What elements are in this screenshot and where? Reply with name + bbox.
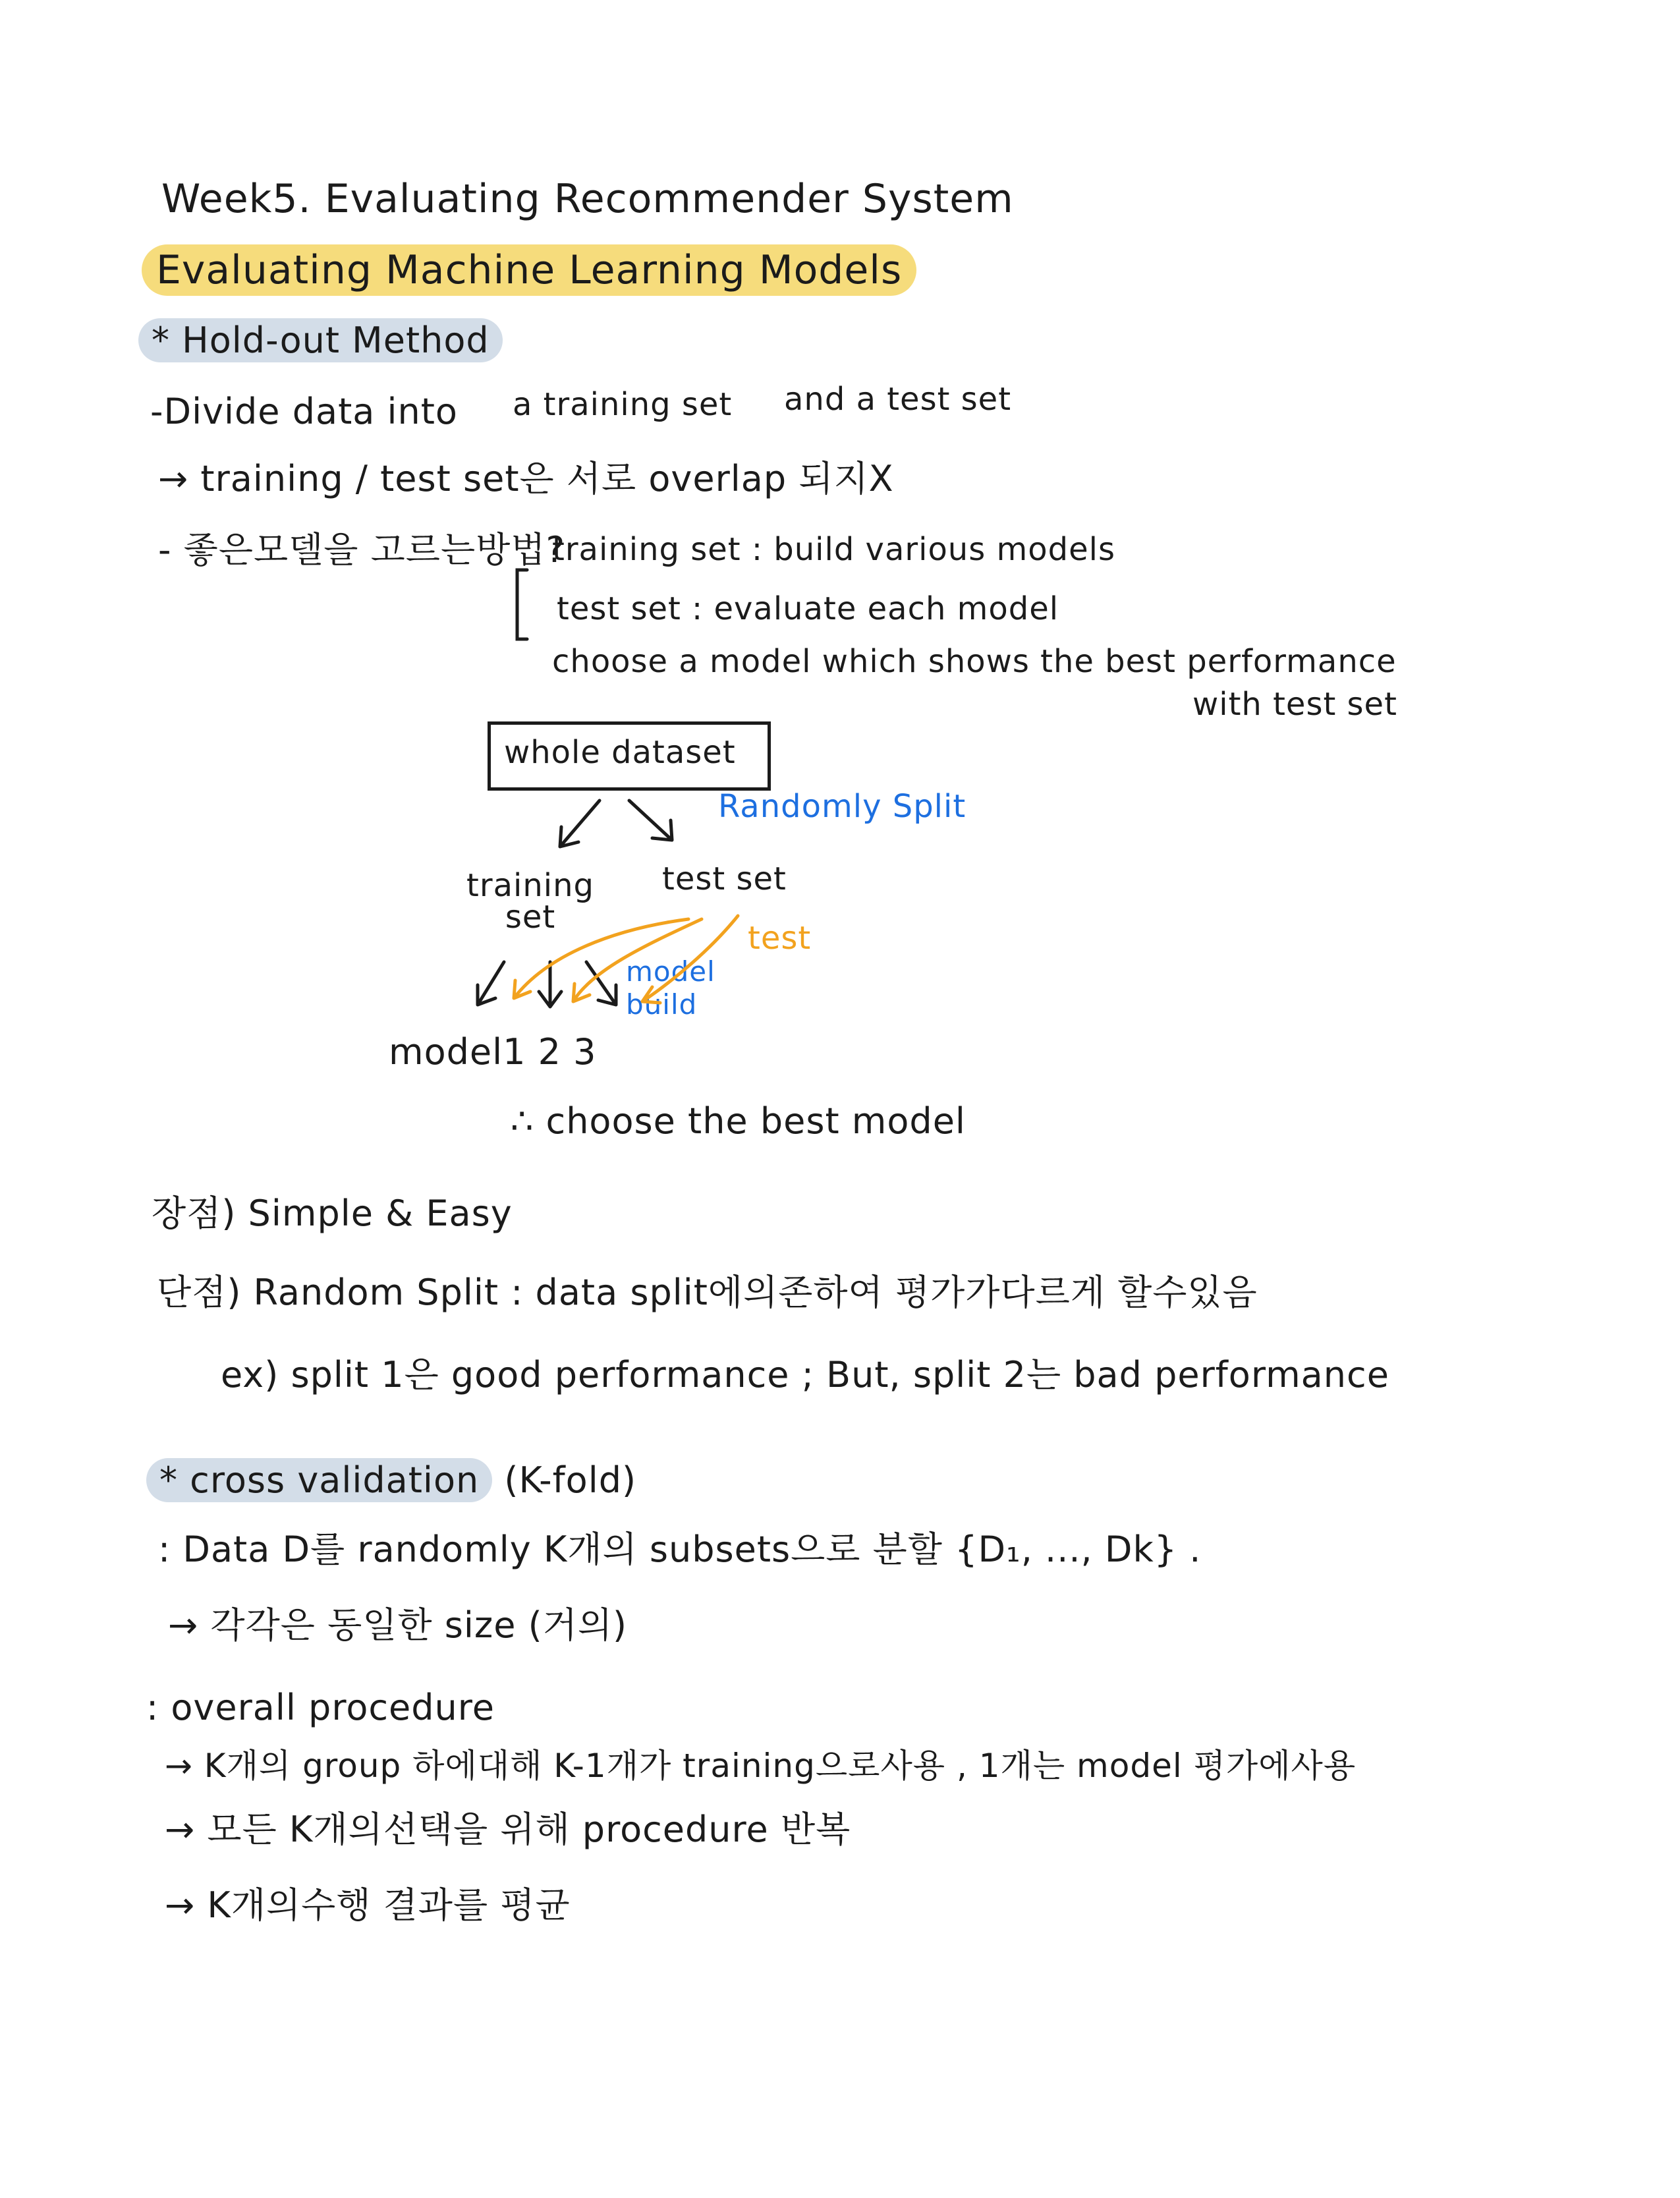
step-1: training set : build various models	[552, 531, 1115, 568]
pros-line: 장점) Simple & Easy	[152, 1193, 513, 1234]
cv-line-5: → 모든 K개의선택을 위해 procedure 반복	[165, 1809, 851, 1850]
test-annotation: test	[748, 920, 812, 957]
holdout-heading-text: * Hold-out Method	[138, 318, 503, 362]
cv-line-6: → K개의수행 결과를 평균	[165, 1884, 571, 1926]
models-label: model1 2 3	[389, 1031, 597, 1073]
cv-line-3: : overall procedure	[146, 1687, 495, 1728]
holdout-line-3: - 좋은모델을 고르는방법?	[158, 529, 566, 571]
whole-dataset-label: whole dataset	[504, 734, 736, 771]
cv-heading	[146, 1459, 637, 1501]
page-title: Week5. Evaluating Recommender System	[161, 176, 1014, 222]
conclusion: ∴ choose the best model	[511, 1100, 966, 1142]
training-set-label: training set	[466, 867, 594, 936]
test-arrows	[514, 916, 738, 1003]
model-build-annotation: model build	[626, 955, 715, 1021]
example-line: ex) split 1은 good performance ; But, split 2는 bad performance	[221, 1354, 1389, 1395]
section-title-text: Evaluating Machine Learning Models	[142, 244, 916, 296]
step-3: choose a model which shows the best performance	[552, 643, 1397, 680]
test-set-label: test set	[662, 860, 787, 897]
cv-heading-text: * cross validation	[146, 1458, 492, 1502]
split-arrows	[560, 801, 672, 847]
holdout-line-1a: -Divide data into	[150, 391, 458, 432]
cv-line-4: → K개의 group 하에대해 K-1개가 training으로사용 , 1개는 model 평가에사용	[165, 1747, 1357, 1785]
cons-line: 단점) Random Split : data split에의존하여 평가가다르게 할수있음	[157, 1272, 1258, 1313]
holdout-line-2: → training / test set은 서로 overlap 되지X	[158, 458, 894, 499]
randomly-split-label: Randomly Split	[718, 788, 966, 825]
cv-line-1: : Data D를 randomly K개의 subsets으로 분할 {D₁, ..., Dk} .	[158, 1529, 1202, 1570]
steps-bracket	[517, 570, 527, 639]
holdout-line-1b: a training set	[513, 386, 733, 423]
step-3-continued: with test set	[1192, 686, 1397, 723]
holdout-line-1c: and a test set	[784, 381, 1012, 418]
step-2: test set : evaluate each model	[557, 590, 1059, 627]
cv-heading-suffix: (K-fold)	[504, 1459, 637, 1501]
cv-line-2: → 각각은 동일한 size (거의)	[168, 1604, 628, 1646]
